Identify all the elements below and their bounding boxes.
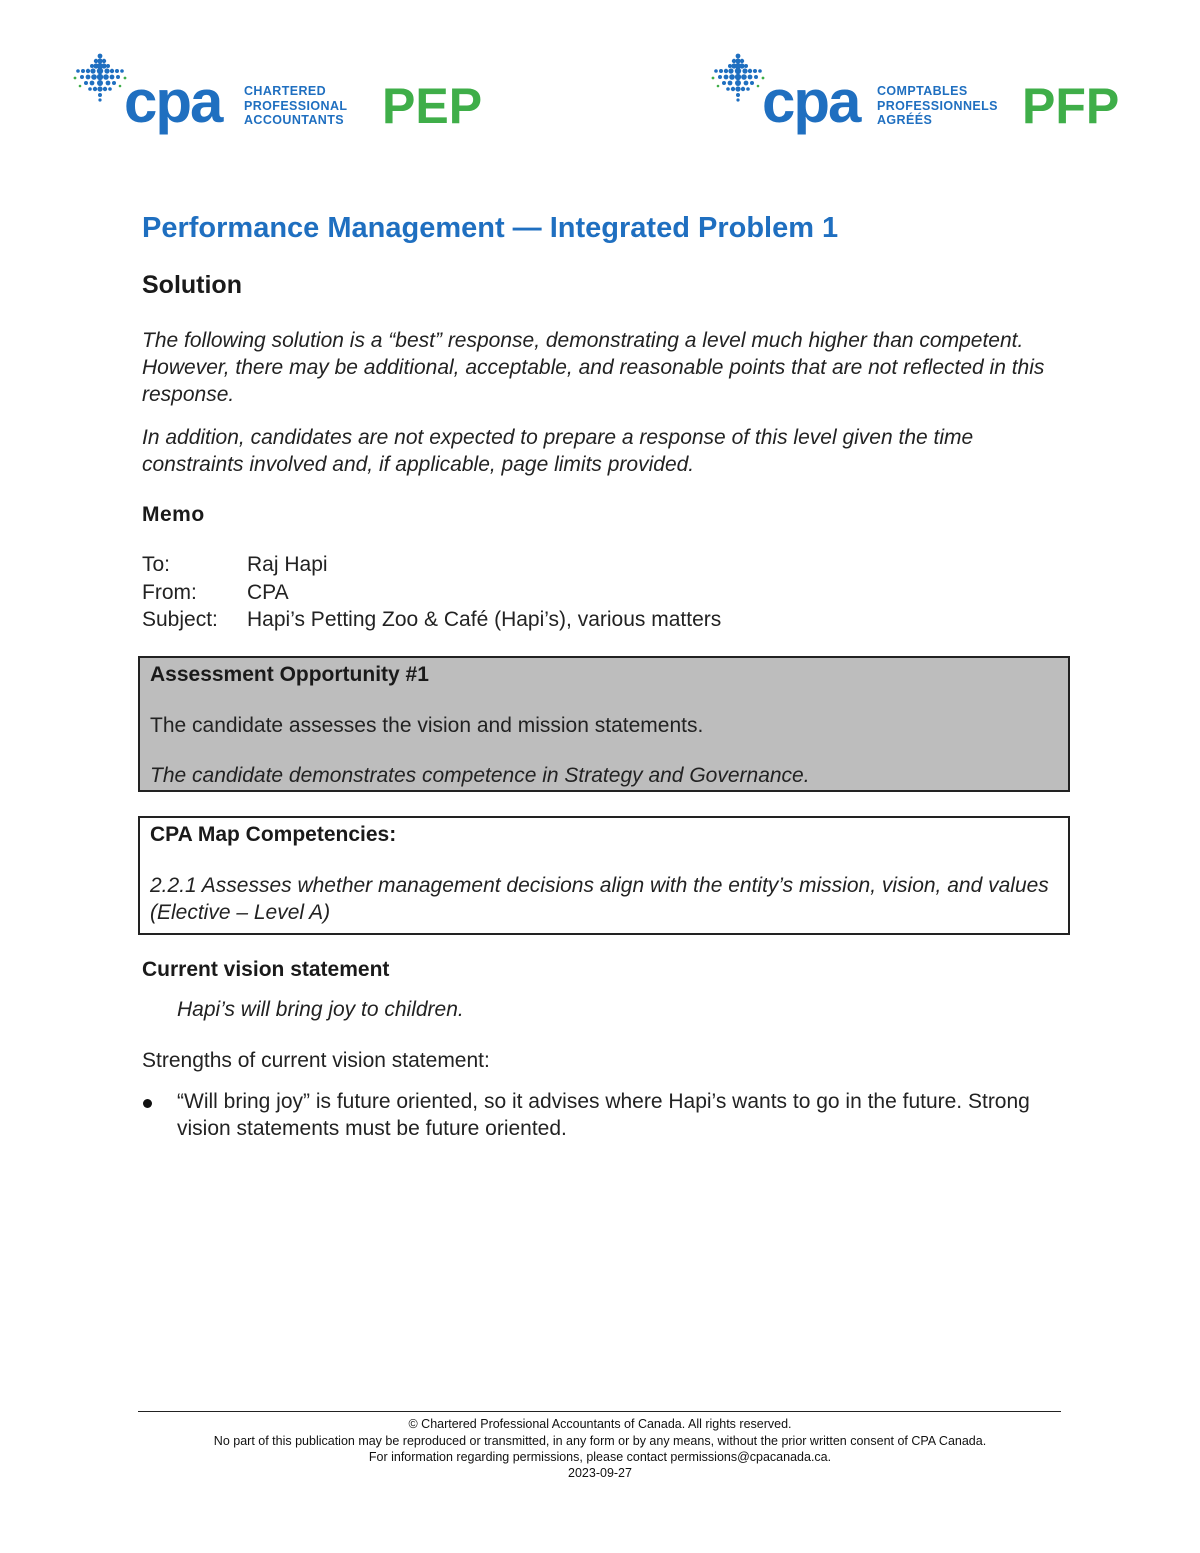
- memo-to-label: To:: [142, 553, 171, 576]
- memo-from-value: CPA: [247, 581, 289, 604]
- cpa-french-logo: [710, 50, 1130, 145]
- cpa-english-logo: [72, 50, 502, 145]
- footer-notice: No part of this publication may be reproduced or transmitted, in any form or by any means, without the prior written consent of CPA Canada.: [213, 1434, 987, 1448]
- assessment-competence: The candidate demonstrates competence in Strategy and Governance.: [150, 764, 810, 787]
- memo-to-row: [142, 551, 328, 578]
- memo-from-label: From:: [142, 581, 197, 604]
- section-heading: Current vision statement: [142, 958, 390, 981]
- memo-to-value: Raj Hapi: [247, 553, 328, 576]
- competency-item: 2.2.1 Assesses whether management decisions align with the entity’s mission, vision, and values (Elective – Level A): [150, 874, 1049, 924]
- cpa-wordmark: cpa: [124, 68, 222, 135]
- footer-date: 2023-09-27: [568, 1466, 632, 1480]
- maple-leaf-icon: [72, 50, 128, 110]
- assessment-title: Assessment Opportunity #1: [150, 663, 429, 686]
- cpa-map-competencies-box: [138, 816, 1070, 935]
- memo-from-row: [142, 579, 289, 606]
- cpa-subtitle: COMPTABLES PROFESSIONNELS AGRÉÉS: [877, 84, 998, 127]
- bullet-icon: [143, 1099, 152, 1108]
- strengths-label: Strengths of current vision statement:: [142, 1049, 490, 1072]
- competencies-title: CPA Map Competencies:: [150, 823, 397, 846]
- maple-leaf-icon: [710, 50, 766, 110]
- footer-copyright: © Chartered Professional Accountants of Canada. All rights reserved.: [408, 1417, 792, 1431]
- assessment-opportunity-box: [138, 656, 1070, 792]
- program-name-pfp: PFP: [1022, 78, 1120, 134]
- intro-paragraph: The following solution is a “best” response, demonstrating a level much higher than competent. However, there may be additional, acceptable, and reasonable points that are not reflected in this response.: [142, 329, 1045, 406]
- memo-subject-row: [142, 606, 721, 633]
- cpa-wordmark: cpa: [762, 68, 860, 135]
- assessment-description: The candidate assesses the vision and mission statements.: [150, 714, 704, 737]
- program-name-pep: PEP: [382, 78, 483, 134]
- memo-subject-value: Hapi’s Petting Zoo & Café (Hapi’s), various matters: [247, 608, 722, 631]
- cpa-subtitle: CHARTERED PROFESSIONAL ACCOUNTANTS: [244, 84, 348, 127]
- intro-paragraph: In addition, candidates are not expected to prepare a response of this level given the time constraints involved and, if applicable, page limits provided.: [142, 426, 974, 476]
- memo-heading: Memo: [142, 503, 205, 526]
- footer-permissions: For information regarding permissions, please contact permissions@cpacanada.ca.: [368, 1450, 832, 1464]
- footer-divider: [138, 1411, 1061, 1412]
- list-item: “Will bring joy” is future oriented, so it advises where Hapi’s wants to go in the future. Strong vision statements must be future oriented.: [177, 1090, 1030, 1140]
- vision-statement: Hapi’s will bring joy to children.: [177, 998, 464, 1021]
- solution-heading: Solution: [142, 271, 242, 299]
- memo-subject-label: Subject:: [142, 608, 218, 631]
- page-title: Performance Management — Integrated Problem 1: [142, 212, 839, 244]
